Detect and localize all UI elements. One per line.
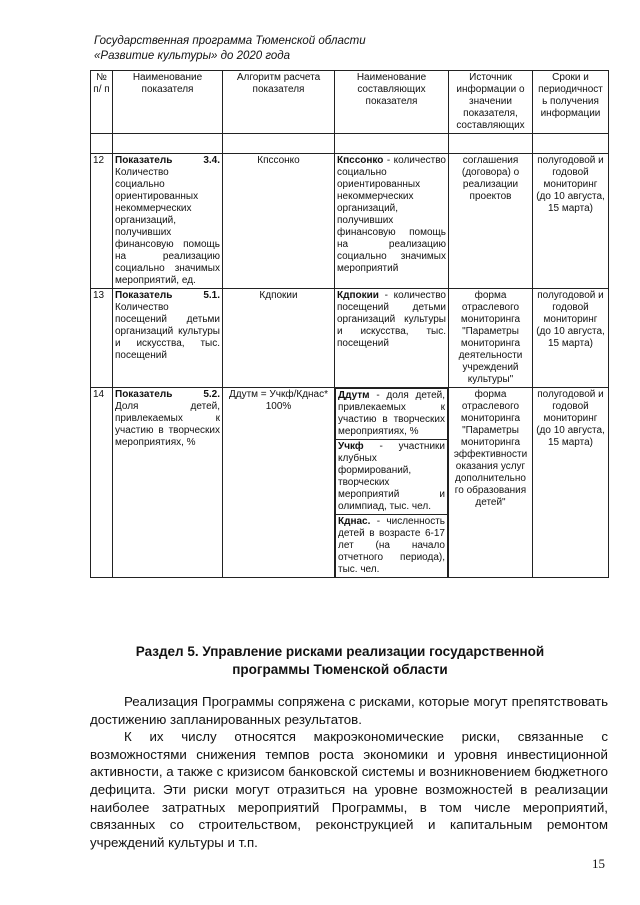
component-term: Кдпокии	[337, 290, 379, 301]
indicator-label: Показатель	[115, 389, 173, 400]
indicator-components	[335, 289, 449, 388]
indicator-code: 5.2.	[203, 389, 220, 400]
row-num: 13	[91, 289, 113, 388]
section-title-line-1: Раздел 5. Управление рисками реализации государственной	[135, 644, 545, 659]
indicator-label: Показатель	[115, 155, 173, 166]
row-num: 12	[91, 154, 113, 289]
indicator-text: Доля детей, привлекаемых к участию в творческих мероприятиях, %	[115, 401, 220, 448]
indicator-source: форма отраслевого мониторинга "Параметры мониторинга деятельности учреждений культуры"	[449, 289, 533, 388]
list-item	[336, 440, 448, 515]
indicator-code: 3.4.	[203, 155, 220, 166]
components-list	[335, 388, 448, 577]
table-header-row	[91, 71, 609, 134]
table-row	[91, 388, 609, 578]
indicators-table	[90, 70, 609, 578]
indicator-components	[335, 154, 449, 289]
paragraph: Реализация Программы сопряжена с рисками, которые могут препятствовать достижению запланированных результатов.	[90, 694, 608, 727]
component-term: Учкф	[338, 441, 364, 452]
component-term: Кпссонко	[337, 155, 384, 166]
indicator-algorithm: Ддутм = Учкф/Кднас* 100%	[223, 388, 335, 578]
row-num: 14	[91, 388, 113, 578]
component-text: - численность детей в возрасте 6-17 лет (на начало отчетного периода), тыс. чел.	[338, 516, 446, 575]
section-title-line-2: программы Тюменской области	[232, 662, 448, 677]
page-number: 15	[592, 856, 605, 871]
indicator-algorithm: Кдпокии	[223, 289, 335, 388]
indicator-source: соглашения (договора) о реализации проектов	[449, 154, 533, 289]
list-item	[336, 389, 448, 440]
indicator-terms: полугодовой и годовой мониторинг (до 10 августа, 15 марта)	[533, 388, 609, 578]
table-row	[91, 289, 609, 388]
header-line-1: Государственная программа Тюменской области	[94, 35, 366, 47]
header-num: № п/ п	[91, 71, 113, 134]
section-body	[90, 693, 608, 851]
indicator-text: Количество посещений детьми организаций культуры и искусства, тыс. посещений	[115, 302, 220, 361]
component-text: - доля детей, привлекаемых к участию в творческих мероприятиях, %	[338, 390, 445, 437]
indicator-name	[113, 388, 223, 578]
header-source: Источник информации о значении показателя, составляющих	[449, 71, 533, 134]
indicator-name	[113, 154, 223, 289]
indicator-text: Количество социально ориентированных некоммерческих организаций, получивших финансовую помощь на реализацию социально значимых мероприятий, ед.	[115, 167, 220, 286]
header-components: Наименование составляющих показателя	[335, 71, 449, 134]
component-text: - участники клубных формирований, творческих мероприятий и олимпиад, тыс. чел.	[338, 441, 445, 512]
component-text: - количество социально ориентированных некоммерческих организаций, получивших финансовую помощь на реализацию социально значимых мероприятий	[337, 155, 446, 274]
component-text: - количество посещений детьми организаций культуры и искусства, тыс. посещений	[337, 290, 446, 349]
document-header	[94, 34, 366, 64]
indicator-label: Показатель	[115, 290, 173, 301]
indicator-components	[335, 388, 449, 578]
header-line-2: «Развитие культуры» до 2020 года	[94, 50, 291, 62]
header-terms: Сроки и периодичност ь получения информации	[533, 71, 609, 134]
list-item	[336, 515, 448, 578]
section-title	[110, 643, 570, 679]
indicator-code: 5.1.	[203, 290, 220, 301]
indicator-source: форма отраслевого мониторинга "Параметры мониторинга эффективности оказания услуг дополнительно го образования детей"	[449, 388, 533, 578]
indicator-name	[113, 289, 223, 388]
table-row	[91, 154, 609, 289]
header-name: Наименование показателя	[113, 71, 223, 134]
table-spacer-row	[91, 134, 609, 154]
header-algorithm: Алгоритм расчета показателя	[223, 71, 335, 134]
indicator-terms: полугодовой и годовой мониторинг (до 10 августа, 15 марта)	[533, 154, 609, 289]
paragraph: К их числу относятся макроэкономические риски, связанные с возможностями снижения темпов роста экономики и уровня инвестиционной активности, а также с кризисом банковской системы и возникновением бюджетного дефицита. Эти риски могут отразиться на уровне возможностей в реализации наиболее затратных мероприятий Программы, в том числе мероприятий, связанных со строительством, реконструкцией и капитальным ремонтом учреждений культуры и т.п.	[90, 729, 608, 850]
indicator-algorithm: Кпссонко	[223, 154, 335, 289]
component-term: Ддутм	[338, 390, 370, 401]
indicator-terms: полугодовой и годовой мониторинг (до 10 августа, 15 марта)	[533, 289, 609, 388]
component-term: Кднас.	[338, 516, 371, 527]
